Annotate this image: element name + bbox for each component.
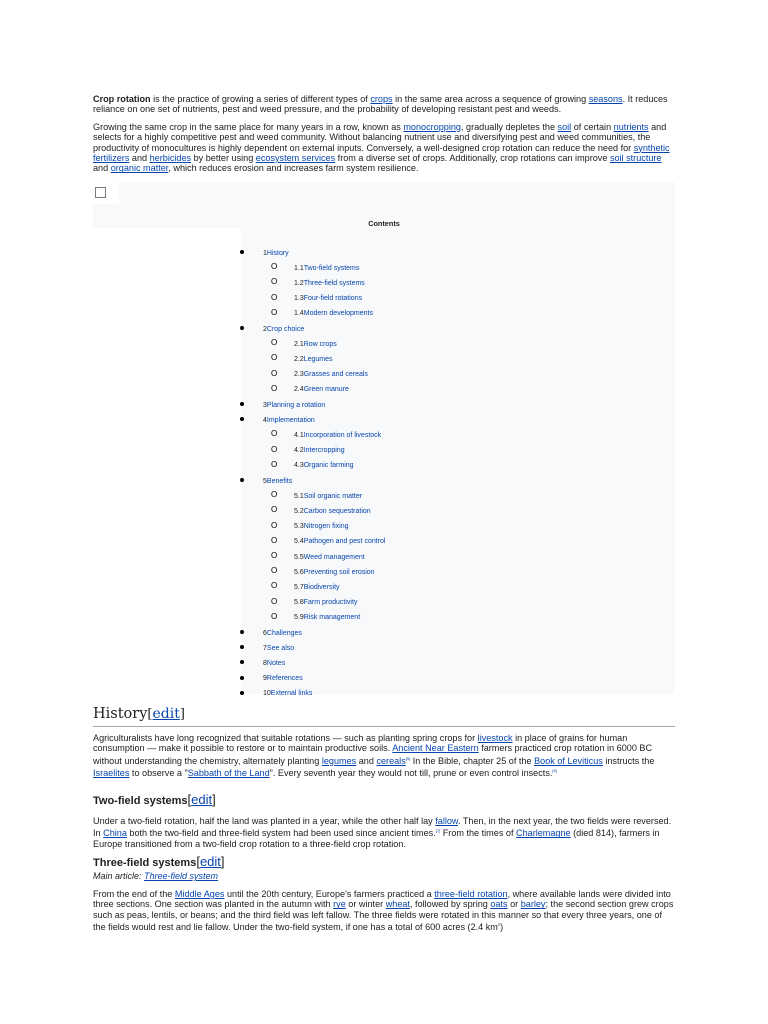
heading-text: Two-field systems <box>93 795 188 807</box>
toc-item-number: 5.5 <box>294 553 304 561</box>
circle-bullet-icon: O <box>271 307 278 317</box>
toc-item[interactable] <box>263 629 302 638</box>
edit-bracket: ] <box>220 854 225 869</box>
toc-item-number: 2.3 <box>294 371 304 379</box>
circle-bullet-icon: O <box>271 611 278 621</box>
bullet-icon <box>240 402 244 406</box>
toc-item[interactable] <box>263 249 289 258</box>
toc-item[interactable] <box>294 340 337 349</box>
bullet-icon <box>240 478 244 482</box>
edit-bracket: [ <box>147 707 153 722</box>
circle-bullet-icon: O <box>271 292 278 302</box>
lead-term: Crop rotation <box>93 94 151 104</box>
text: Agriculturalists have long recognized that suitable rotations — such as planting spring crops for <box>93 733 478 743</box>
text: from a diverse set of crops. Additionally, crop rotations can improve <box>335 153 610 164</box>
text: to observe a " <box>129 768 188 779</box>
link-seasons[interactable]: seasons <box>588 94 623 104</box>
bullet-icon <box>240 630 244 634</box>
toc-item-label[interactable]: Carbon sequestration <box>303 507 371 515</box>
edit-bracket: ] <box>179 707 185 722</box>
subsection-heading-two-field <box>93 792 216 809</box>
link-synthetic-fertilizers[interactable]: synthetic fertilizers <box>93 142 670 164</box>
toc-item[interactable] <box>294 279 365 288</box>
article-intro <box>93 94 675 174</box>
toc-item-number: 5.3 <box>294 523 304 531</box>
text: and <box>93 163 111 174</box>
three-field-paragraph <box>93 889 675 933</box>
text: , gradually depletes the <box>460 121 558 132</box>
toc-item-label[interactable]: Farm productivity <box>303 599 358 607</box>
two-field-paragraph-1 <box>93 816 675 849</box>
link-sabbath-of-the-land[interactable]: Sabbath of the Land <box>187 768 270 779</box>
toc-item[interactable] <box>294 537 385 546</box>
toc-item[interactable] <box>294 568 375 577</box>
toc-item-label[interactable]: Pathogen and pest control <box>303 538 386 546</box>
edit-bracket: [ <box>187 792 192 807</box>
toc-item-number: 5.4 <box>294 538 304 546</box>
circle-bullet-icon: O <box>271 490 278 500</box>
text: From the times of <box>440 828 517 839</box>
checkbox-icon[interactable] <box>95 187 106 198</box>
link-wheat[interactable]: wheat <box>385 899 410 910</box>
toc-item-number: 3 <box>263 401 267 409</box>
circle-bullet-icon: O <box>271 551 278 560</box>
link-cereals[interactable]: cereals <box>376 755 406 766</box>
circle-bullet-icon: O <box>271 566 278 576</box>
toc-item[interactable] <box>263 477 292 486</box>
toc-item-number: 5.8 <box>294 599 304 607</box>
text: and <box>356 755 377 766</box>
link-china[interactable]: China <box>103 828 127 839</box>
link-legumes[interactable]: legumes <box>321 755 357 766</box>
text: ) <box>500 922 504 933</box>
toc-item-number: 1 <box>263 249 267 257</box>
toc-item[interactable] <box>294 264 359 273</box>
toc-item-number: 5 <box>263 477 267 485</box>
citation[interactable]: [6] <box>552 768 557 774</box>
text: Growing the same crop in the same place for many years in a row, known as <box>93 121 404 132</box>
toc-item[interactable] <box>294 461 354 470</box>
toc-item-label[interactable]: Organic farming <box>303 462 354 470</box>
toc-item[interactable] <box>263 416 315 425</box>
toc-item-number: 1.1 <box>294 264 304 272</box>
link-livestock[interactable]: livestock <box>477 733 513 743</box>
text: , where available lands were divided into three sections. One section was planted in the autumn with <box>93 889 671 910</box>
toc-item-label[interactable]: Crop choice <box>266 325 305 333</box>
link-rye[interactable]: rye <box>333 899 346 910</box>
toc-item[interactable] <box>263 689 312 698</box>
toc-item-label[interactable]: Challenges <box>266 629 302 637</box>
toc-item[interactable] <box>263 325 304 334</box>
toc-item-number: 5.2 <box>294 507 304 515</box>
circle-bullet-icon: O <box>271 368 278 378</box>
toc-item[interactable] <box>263 644 294 653</box>
history-paragraph-1 <box>93 733 675 779</box>
toc-item-number: 8 <box>263 659 267 667</box>
toc-item-number: 2.4 <box>294 386 304 394</box>
bullet-icon <box>240 326 244 330</box>
toc-item-number: 5.7 <box>294 583 304 591</box>
toc-item-number: 4.2 <box>294 447 304 455</box>
text: until the 20th century, Europe's farmers practiced a <box>224 889 435 899</box>
intro-paragraph-2 <box>93 122 675 174</box>
heading-text: Three-field systems <box>93 857 197 869</box>
circle-bullet-icon: O <box>271 459 278 469</box>
toc-item[interactable] <box>263 674 303 683</box>
link-crops[interactable]: crops <box>370 94 393 104</box>
toc-item[interactable] <box>294 522 348 531</box>
link-oats[interactable]: oats <box>490 899 508 910</box>
circle-bullet-icon: O <box>271 353 278 363</box>
toc-item-number: 2.1 <box>294 340 304 348</box>
bullet-icon <box>240 676 244 680</box>
toc-item-label[interactable]: Risk management <box>303 614 361 622</box>
toc-item-label[interactable]: Four-field rotations <box>303 295 363 303</box>
toc-item-label[interactable]: Two-field systems <box>303 264 360 272</box>
hatnote-prefix: Main article: <box>93 871 145 881</box>
toc-item-number: 2 <box>263 325 267 333</box>
link-soil[interactable]: soil <box>557 121 572 132</box>
toc-item-number: 6 <box>263 629 267 637</box>
link-three-field-system[interactable]: Three-field system <box>144 871 219 881</box>
text: and <box>129 153 150 164</box>
text: From the end of the <box>93 889 175 899</box>
toc-item-number: 4.1 <box>294 431 304 439</box>
text: , which reduces erosion and increases farm system resilience. <box>168 163 419 174</box>
text: farmers practiced crop rotation in 6000 BC without understanding the chemistry, alternately planting <box>93 743 653 766</box>
toc-item[interactable] <box>263 401 325 410</box>
history-paragraph <box>93 733 675 779</box>
hatnote <box>93 871 675 882</box>
toc-item-number: 7 <box>263 644 267 652</box>
toc-title: Contents <box>368 219 400 228</box>
text: in the same area across a sequence of growing <box>392 94 589 104</box>
toc-item-label[interactable]: Soil organic matter <box>303 492 363 500</box>
citation[interactable]: [5] <box>405 755 411 761</box>
text: or winter <box>345 899 386 910</box>
circle-bullet-icon: O <box>271 596 278 606</box>
text: , followed by spring <box>409 899 491 910</box>
link-barley[interactable]: barley <box>520 899 546 910</box>
toc-item-number: 1.3 <box>294 295 304 303</box>
link-ancient-near-eastern[interactable]: Ancient Near Eastern <box>392 743 479 754</box>
toc-item[interactable] <box>294 598 357 607</box>
toc-item-label[interactable]: History <box>266 249 289 257</box>
link-monocropping[interactable]: monocropping <box>403 121 461 132</box>
toc-item-label[interactable]: Intercropping <box>303 447 345 455</box>
link-herbicides[interactable]: herbicides <box>149 153 192 164</box>
toc-item-label[interactable]: Three-field systems <box>303 279 365 287</box>
text: in place of grains for human consumption — make it possible to restore or to maintain productive soils. <box>93 733 628 754</box>
toc-item-label[interactable]: Preventing soil erosion <box>303 568 375 576</box>
toc-item[interactable] <box>294 309 373 318</box>
circle-bullet-icon: O <box>271 338 278 348</box>
link-three-field-rotation[interactable]: three-field rotation <box>434 889 508 899</box>
toc-item-label[interactable]: Benefits <box>266 477 293 485</box>
toc-item[interactable] <box>294 492 362 501</box>
section-heading-history <box>93 704 675 727</box>
link-ecosystem-services[interactable]: ecosystem services <box>255 153 336 164</box>
toc-item-label[interactable]: Notes <box>266 659 286 667</box>
superscript: 2 <box>497 922 501 928</box>
toc-item-number: 5.1 <box>294 492 304 500</box>
two-field-paragraph <box>93 816 675 849</box>
text: (died 814), farmers in Europe transitioned from a two-field crop rotation to a three-field crop rotation. <box>93 828 660 849</box>
circle-bullet-icon: O <box>271 429 278 439</box>
bullet-icon <box>240 250 244 254</box>
link-fallow[interactable]: fallow <box>435 816 458 826</box>
toc-gutter <box>93 228 241 694</box>
toc-item-label[interactable]: Planning a rotation <box>266 401 326 409</box>
toc-item[interactable] <box>294 355 333 364</box>
toc-item[interactable] <box>294 294 362 303</box>
heading-text: History <box>93 706 148 722</box>
toc-item-label[interactable]: See also <box>266 644 295 652</box>
toc-item-label[interactable]: Nitrogen fixing <box>303 523 349 531</box>
link-charlemagne[interactable]: Charlemagne <box>516 828 571 839</box>
toc-item-number: 1.4 <box>294 310 304 318</box>
text: In the Bible, chapter 25 of the <box>410 755 535 766</box>
circle-bullet-icon: O <box>271 520 278 530</box>
toc-item[interactable] <box>294 431 381 440</box>
toc-item[interactable] <box>294 507 371 516</box>
toc-item-number: 5.6 <box>294 568 304 576</box>
text: both the two-field and three-field system had been used since ancient times. <box>126 828 436 839</box>
toc-item-label[interactable]: External links <box>270 690 313 698</box>
edit-link[interactable]: edit <box>199 854 221 869</box>
toc-item-label[interactable]: Row crops <box>303 340 337 348</box>
link-middle-ages[interactable]: Middle Ages <box>174 889 225 899</box>
toc-item-number: 9 <box>263 675 267 683</box>
edit-link[interactable]: edit <box>191 792 213 807</box>
link-organic-matter[interactable]: organic matter <box>110 163 169 174</box>
bullet-icon <box>240 691 244 695</box>
text: or <box>507 899 521 910</box>
toc-toggle[interactable] <box>93 182 119 204</box>
circle-bullet-icon: O <box>271 383 278 393</box>
toc-item[interactable] <box>263 659 285 668</box>
link-nutrients[interactable]: nutrients <box>613 121 649 132</box>
link-book-of-leviticus[interactable]: Book of Leviticus <box>534 755 603 766</box>
text: Under a two-field rotation, half the land was planted in a year, while the other half lay <box>93 816 436 826</box>
toc-item[interactable] <box>294 446 345 455</box>
text: . Then, in the next year, the two fields were reversed. In <box>93 816 672 839</box>
text: ". Every seventh year they would not till, prune or even control insects. <box>269 768 553 779</box>
toc-item[interactable] <box>294 553 365 562</box>
toc-item-label[interactable]: References <box>266 675 303 683</box>
edit-link[interactable]: edit <box>152 706 180 722</box>
intro-paragraph-1 <box>93 94 675 115</box>
toc-item-number: 10 <box>263 690 271 698</box>
text: is the practice of growing a series of different types of <box>150 94 371 104</box>
text: of certain <box>571 121 614 132</box>
circle-bullet-icon: O <box>271 277 278 287</box>
toc-item-number: 4 <box>263 416 267 424</box>
citation[interactable]: [7] <box>435 828 441 834</box>
toc-item-label[interactable]: Grasses and cereals <box>303 371 368 379</box>
link-israelites[interactable]: Israelites <box>93 768 130 779</box>
toc-item-label[interactable]: Implementation <box>266 416 315 424</box>
text: by better using <box>191 153 256 164</box>
edit-bracket: [ <box>196 854 200 869</box>
toc-item-label[interactable]: Green manure <box>303 386 349 394</box>
edit-bracket: ] <box>212 792 216 807</box>
toc-item-label[interactable]: Legumes <box>303 355 333 363</box>
toc-item[interactable] <box>294 583 340 592</box>
circle-bullet-icon: O <box>271 505 278 515</box>
toc-item[interactable] <box>294 370 368 379</box>
text: instructs the <box>602 755 655 766</box>
toc-item-number: 2.2 <box>294 355 304 363</box>
toc-item-number: 4.3 <box>294 462 304 470</box>
toc-item-number: 1.2 <box>294 279 304 287</box>
toc-item[interactable] <box>294 385 349 394</box>
toc-item[interactable] <box>294 613 360 622</box>
text: and selects for a highly competitive pest and weed community. Without balancing nutrient use and diversifying pest and weed communities, the productivity of monocultures is highly dependent on external inputs. Conversely, a well-designed crop rotation can reduce the need for <box>93 121 667 153</box>
subsection-heading-three-field <box>93 854 225 871</box>
toc-item-label[interactable]: Modern developments <box>303 310 373 318</box>
toc-item-label[interactable]: Biodiversity <box>303 583 340 591</box>
text: . It reduces reliance on one set of nutrients, pest and weed pressure, and the probability of developing resistant pest and weeds. <box>93 94 668 115</box>
toc-item-label[interactable]: Weed management <box>303 553 365 561</box>
text: ; the second section grew crops such as peas, lentils, or beans; and the third field was left fallow. The three fields were rotated in this manner so that every three years, one of the fields would rest and lie fallow. Under the two-field system, if one has a total of 600 acres (2.4 km <box>93 899 674 933</box>
three-field-paragraph-1 <box>93 889 675 933</box>
toc-item-label[interactable]: Incorporation of livestock <box>303 431 382 439</box>
circle-bullet-icon: O <box>271 262 278 272</box>
circle-bullet-icon: O <box>271 581 278 591</box>
toc-item-number: 5.9 <box>294 614 304 622</box>
circle-bullet-icon: O <box>271 444 278 454</box>
circle-bullet-icon: O <box>271 535 278 545</box>
link-soil-structure[interactable]: soil structure <box>609 153 662 164</box>
